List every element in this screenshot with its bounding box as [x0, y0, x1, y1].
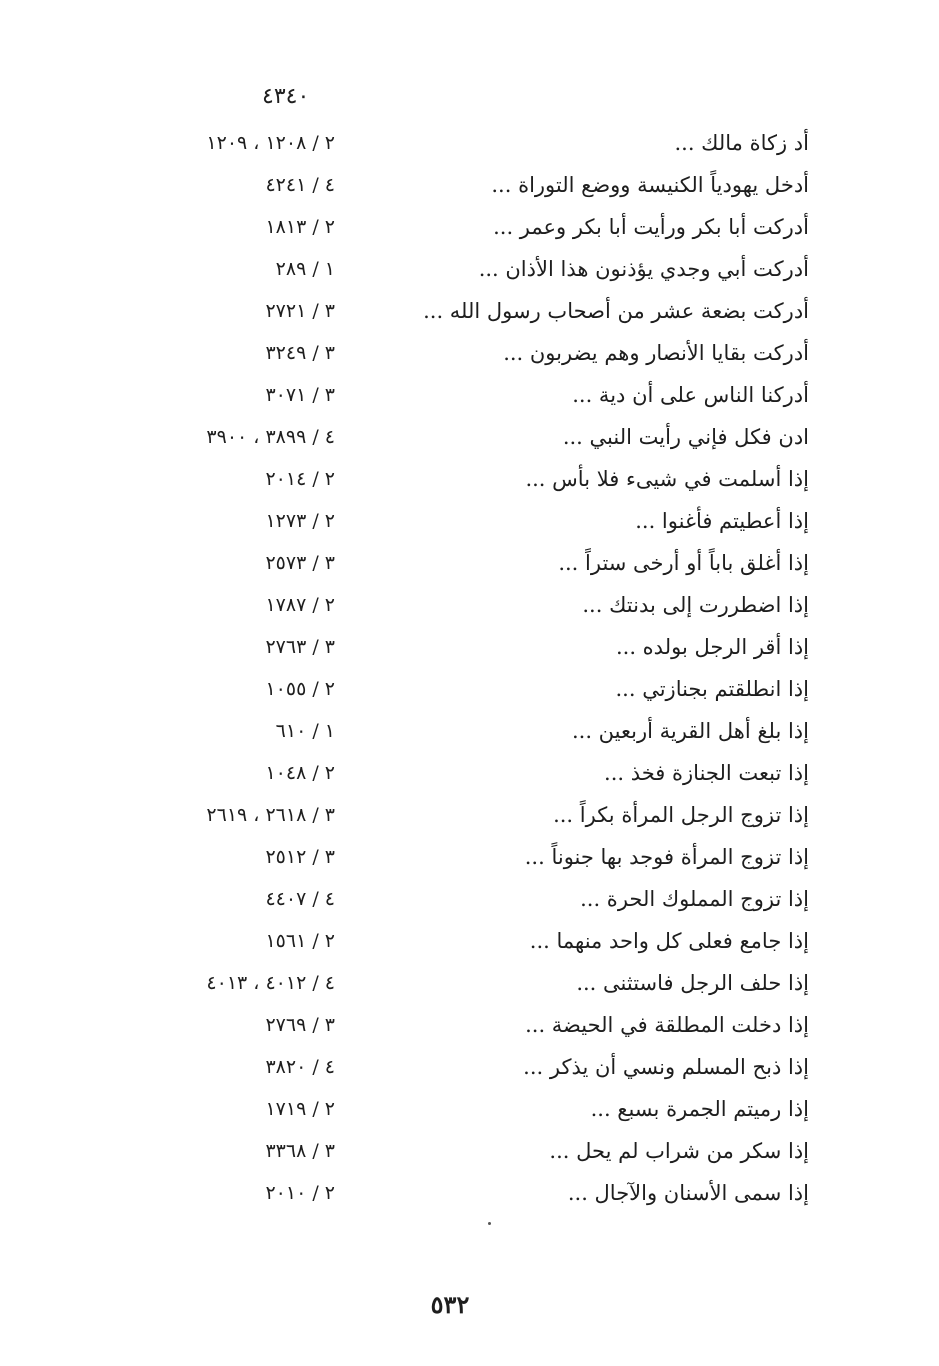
margin-dot	[488, 1222, 491, 1225]
entry-reference: ٢ / ١٢٧٣	[265, 510, 335, 532]
entry-text: إذا بلغ أهل القرية أربعين ...	[571, 719, 809, 743]
entry-text: أدخل يهودياً الكنيسة ووضع التوراة ...	[491, 173, 809, 197]
index-entry	[0, 292, 939, 334]
index-entry	[0, 334, 939, 376]
index-entry	[0, 712, 939, 754]
index-entry	[0, 250, 939, 292]
index-entry	[0, 880, 939, 922]
entry-reference: ٣ / ٢٧٦٣	[265, 636, 335, 658]
index-entry	[0, 586, 939, 628]
entry-reference: ٢ / ١٨١٣	[265, 216, 335, 238]
index-entry	[0, 628, 939, 670]
entry-text: إذا ذبح المسلم ونسي أن يذكر ...	[523, 1055, 809, 1079]
index-entry	[0, 460, 939, 502]
entry-reference: ٣ / ٢٧٢١	[265, 300, 335, 322]
entry-reference: ١ / ٢٨٩	[275, 258, 335, 280]
entry-text: إذا سكر من شراب لم يحل ...	[549, 1139, 809, 1163]
index-entry	[0, 544, 939, 586]
entry-reference: ٣ / ٣٠٧١	[265, 384, 335, 406]
entry-reference: ٤ / ٣٨٩٩ ، ٣٩٠٠	[206, 426, 335, 448]
index-entry	[0, 166, 939, 208]
entry-text: أد زكاة مالك ...	[674, 131, 809, 155]
entry-text: إذا أسلمت في شيىء فلا بأس ...	[525, 467, 809, 491]
index-entry	[0, 1132, 939, 1174]
entry-reference: ٣ / ٣٢٤٩	[265, 342, 335, 364]
index-entry	[0, 124, 939, 166]
entry-text: إذا اضطررت إلى بدنتك ...	[582, 593, 809, 617]
page-number: ٥٣٢	[430, 1290, 470, 1319]
index-entry	[0, 964, 939, 1006]
entry-text: إذا سمى الأسنان والآجال ...	[567, 1181, 809, 1205]
continued-reference: ٤٣٤٠	[262, 84, 310, 109]
entry-reference: ٢ / ١٠٥٥	[265, 678, 335, 700]
entry-reference: ١ / ٦١٠	[275, 720, 335, 742]
entry-text: أدركت أبي وجدي يؤذنون هذا الأذان ...	[478, 257, 809, 281]
entry-text: إذا تزوج الرجل المرأة بكراً ...	[553, 803, 809, 827]
index-entry	[0, 754, 939, 796]
entry-text: أدركت بقايا الأنصار وهم يضربون ...	[503, 341, 809, 365]
entry-reference: ٢ / ٢٠١٤	[265, 468, 335, 490]
index-entry	[0, 502, 939, 544]
entry-reference: ٣ / ٢٥١٢	[265, 846, 335, 868]
index-entry	[0, 1006, 939, 1048]
index-entry	[0, 670, 939, 712]
entry-reference: ٤ / ٤٠١٢ ، ٤٠١٣	[206, 972, 335, 994]
entry-text: إذا انطلقتم بجنازتي ...	[615, 677, 809, 701]
entry-reference: ٤ / ٤٢٤١	[265, 174, 335, 196]
entry-reference: ٣ / ٢٧٦٩	[265, 1014, 335, 1036]
entry-reference: ٢ / ١٠٤٨	[265, 762, 335, 784]
entry-reference: ٤ / ٤٤٠٧	[265, 888, 335, 910]
entry-text: إذا رميتم الجمرة بسبع ...	[590, 1097, 809, 1121]
index-entry	[0, 376, 939, 418]
index-entry	[0, 208, 939, 250]
entry-text: إذا تزوج المملوك الحرة ...	[580, 887, 809, 911]
entry-text: ادن فكل فإني رأيت النبي ...	[562, 425, 809, 449]
entry-text: إذا أغلق باباً أو أرخى ستراً ...	[558, 551, 809, 575]
entry-reference: ٣ / ٣٣٦٨	[265, 1140, 335, 1162]
entry-text: إذا تزوج المرأة فوجد بها جنوناً ...	[524, 845, 809, 869]
index-entry	[0, 1048, 939, 1090]
entry-text: إذا جامع فعلى كل واحد منهما ...	[529, 929, 809, 953]
index-entry	[0, 838, 939, 880]
index-entry	[0, 1174, 939, 1216]
entry-reference: ٢ / ١٢٠٨ ، ١٢٠٩	[206, 132, 335, 154]
entry-text: إذا تبعت الجنازة فخذ ...	[604, 761, 809, 785]
entry-text: إذا حلف الرجل فاستثنى ...	[576, 971, 809, 995]
index-entry	[0, 922, 939, 964]
entry-reference: ٣ / ٢٦١٨ ، ٢٦١٩	[206, 804, 335, 826]
entry-reference: ٣ / ٢٥٧٣	[265, 552, 335, 574]
entry-reference: ٢ / ١٧٨٧	[265, 594, 335, 616]
index-entry	[0, 796, 939, 838]
index-entry	[0, 418, 939, 460]
entry-text: إذا دخلت المطلقة في الحيضة ...	[525, 1013, 809, 1037]
entry-text: إذا أقر الرجل بولده ...	[615, 635, 809, 659]
entry-reference: ٢ / ٢٠١٠	[265, 1182, 335, 1204]
entry-text: أدركت بضعة عشر من أصحاب رسول الله ...	[423, 299, 809, 323]
entry-text: أدركنا الناس على أن دية ...	[572, 383, 809, 407]
entry-reference: ٤ / ٣٨٢٠	[265, 1056, 335, 1078]
entry-text: أدركت أبا بكر ورأيت أبا بكر وعمر ...	[493, 215, 809, 239]
entry-reference: ٢ / ١٧١٩	[265, 1098, 335, 1120]
entry-text: إذا أعطيتم فأغنوا ...	[635, 509, 809, 533]
index-entry	[0, 1090, 939, 1132]
entry-reference: ٢ / ١٥٦١	[265, 930, 335, 952]
